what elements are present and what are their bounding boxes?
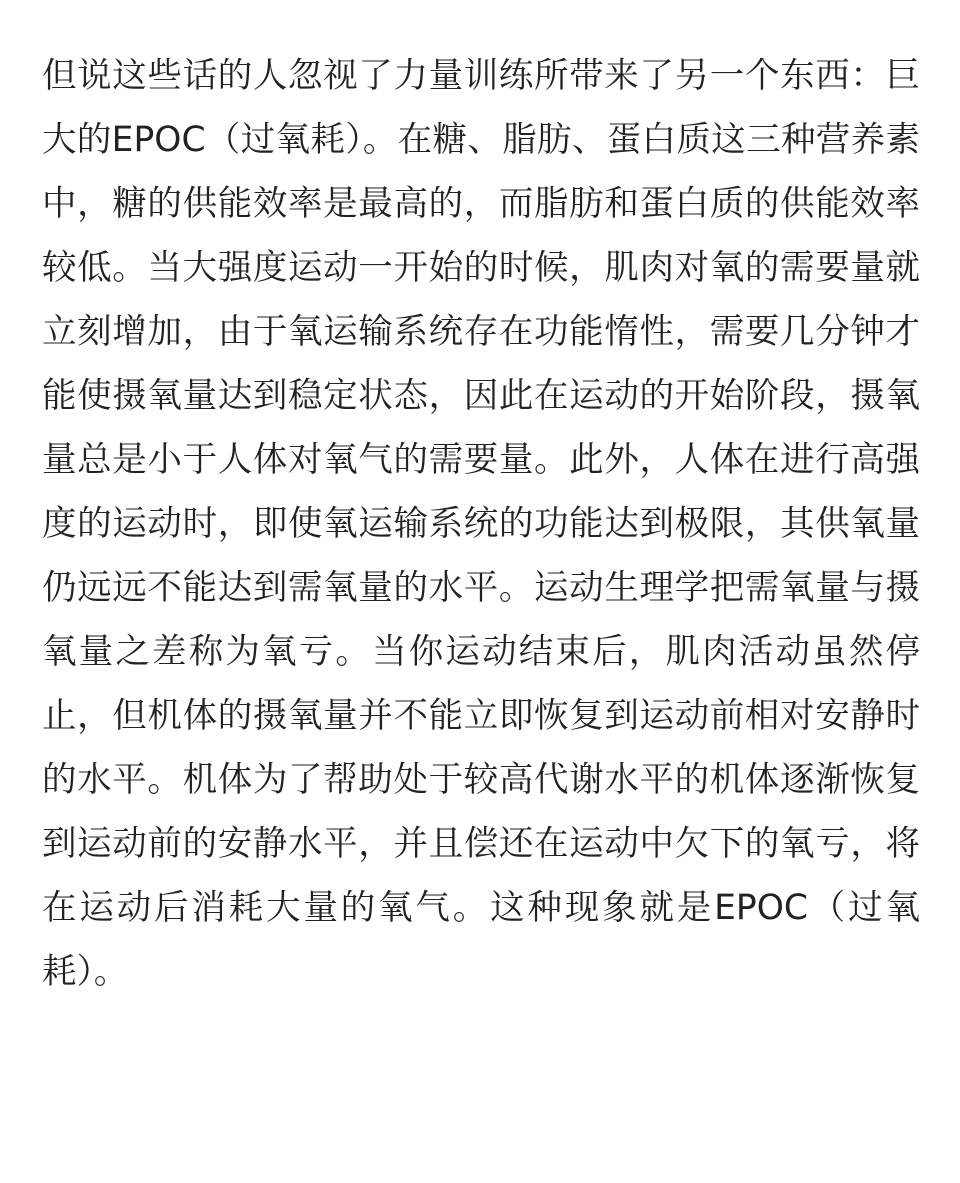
paragraph-line-4: 较低。当大强度运动一开始的时候，肌肉对氧的需要量就 — [42, 248, 920, 288]
paragraph-line-5: 立刻增加，由于氧运输系统存在功能惰性，需要几分钟才 — [42, 312, 920, 352]
paragraph-line-11: 止，但机体的摄氧量并不能立即恢复到运动前相对安静时 — [42, 696, 920, 736]
paragraph-line-15: 耗）。 — [42, 952, 129, 992]
paragraph-line-13: 到运动前的安静水平，并且偿还在运动中欠下的氧亏，将 — [42, 824, 920, 864]
article-body — [42, 44, 920, 1004]
paragraph-line-3: 中，糖的供能效率是最高的，而脂肪和蛋白质的供能效率 — [42, 184, 920, 224]
paragraph-line-7: 量总是小于人体对氧气的需要量。此外，人体在进行高强 — [42, 440, 920, 480]
paragraph-line-10: 氧量之差称为氧亏。当你运动结束后，肌肉活动虽然停 — [42, 632, 920, 672]
paragraph-line-9: 仍远远不能达到需氧量的水平。运动生理学把需氧量与摄 — [42, 568, 920, 608]
paragraph-line-14: 在运动后消耗大量的氧气。这种现象就是EPOC（过氧 — [42, 888, 920, 928]
paragraph-line-8: 度的运动时，即使氧运输系统的功能达到极限，其供氧量 — [42, 504, 920, 544]
paragraph-line-6: 能使摄氧量达到稳定状态，因此在运动的开始阶段，摄氧 — [42, 376, 920, 416]
paragraph-line-2: 大的EPOC（过氧耗）。在糖、脂肪、蛋白质这三种营养素 — [42, 120, 920, 160]
paragraph-line-12: 的水平。机体为了帮助处于较高代谢水平的机体逐渐恢复 — [42, 760, 920, 800]
paragraph-line-1: 但说这些话的人忽视了力量训练所带来了另一个东西：巨 — [42, 56, 920, 96]
